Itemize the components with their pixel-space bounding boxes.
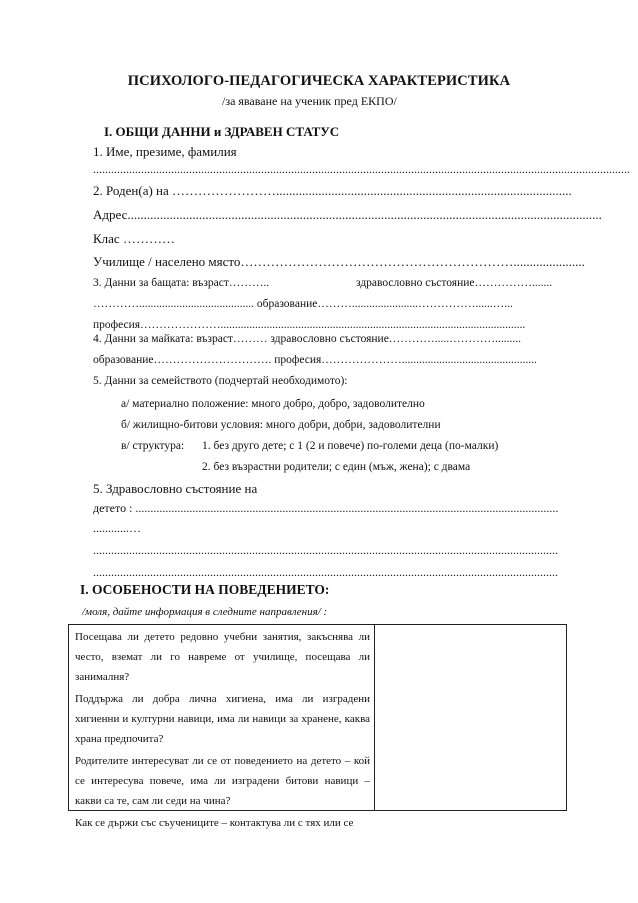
question-classmates: Как се държи със съучениците – контактува ли с тях или се [75, 817, 354, 829]
birth-date-line: 2. Роден(а) на ……………………........................................................................................... [93, 183, 572, 198]
father-education-line: …………........................................ образование……….......................……………......…... [93, 298, 513, 310]
family-housing-line: б/ жилищно-битови условия: много добри, добри, задоволителни [121, 419, 441, 431]
question-attendance: Посещава ли детето редовно учебни занятия, закъснява ли често, вземат ли го навреме от училище, посещава ли занималня? [75, 631, 370, 683]
family-data-heading: 5. Данни за семейството (подчертай необходимото): [93, 375, 348, 387]
document-title: ПСИХОЛОГО-ПЕДАГОГИЧЕСКА ХАРАКТЕРИСТИКА [127, 73, 511, 89]
answer-cell[interactable] [375, 625, 567, 811]
health-heading: 5. Здравословно състояние на [93, 481, 258, 496]
class-line: Клас ………… [93, 231, 175, 246]
table-row [69, 625, 567, 811]
questions-list [69, 625, 374, 829]
child-health-line: детето : ............................................................................................................................................. [93, 501, 559, 515]
family-structure-option-1: 1. без друго дете; с 1 (2 и повече) по-големи деца (по-малки) [202, 440, 499, 452]
family-structure-option-2: 2. без възрастни родители; с един (мъж, жена); с двама [202, 461, 471, 473]
document-subtitle: /за яваване на ученик пред ЕКПО/ [222, 94, 397, 108]
dotted-line: ........................................................................................................................................................... [93, 565, 558, 579]
dotted-line: ........................................................................................................................................................... [93, 543, 558, 557]
question-parents: Родителите интересуват ли се от поведението на детето – кой се интересува повече, има ли изградени битови навици – какви са те, сам ли седи на чина? [75, 755, 370, 807]
mother-data-line: 4. Данни за майката: възраст……… здравословно състояние………….....…………......... [93, 333, 522, 345]
section-behavior-heading: I. ОСОБЕНОСТИ НА ПОВЕДЕНИЕТО: [80, 582, 330, 597]
section-behavior-note: /моля, дайте информация в следните направления/ : [82, 606, 328, 618]
address-line: Адрес.................................................................................................................................................. [93, 207, 602, 222]
questions-cell [69, 625, 375, 829]
question-hygiene: Поддържа ли добра лична хигиена, има ли изградени хигиенни и културни навици, има ли навици за хранене, каква храна предпочита? [75, 693, 370, 745]
name-label: 1. Име, презиме, фамилия [93, 144, 237, 159]
school-line: Училище / населено място………………………………………………………...................... [93, 254, 585, 269]
name-field-dots: ................................................................................................................................................................................... [93, 162, 630, 176]
father-profession-line: професия………………….......................................................................................................... [93, 319, 526, 331]
child-health-line-2: ............… [93, 521, 141, 535]
mother-education-line: образование…………………………. професия…………………............................................... [93, 354, 537, 366]
section-general-heading: I. ОБЩИ ДАННИ и ЗДРАВЕН СТАТУС [104, 124, 340, 139]
family-structure-label: в/ структура: [121, 440, 185, 452]
father-age-line: 3. Данни за бащата: възраст……….. [93, 277, 270, 289]
family-material-line: а/ материално положение: много добро, добро, задоволително [121, 398, 425, 410]
behavior-table [68, 624, 567, 829]
father-health-line: здравословно състояние……………....... [356, 277, 553, 289]
